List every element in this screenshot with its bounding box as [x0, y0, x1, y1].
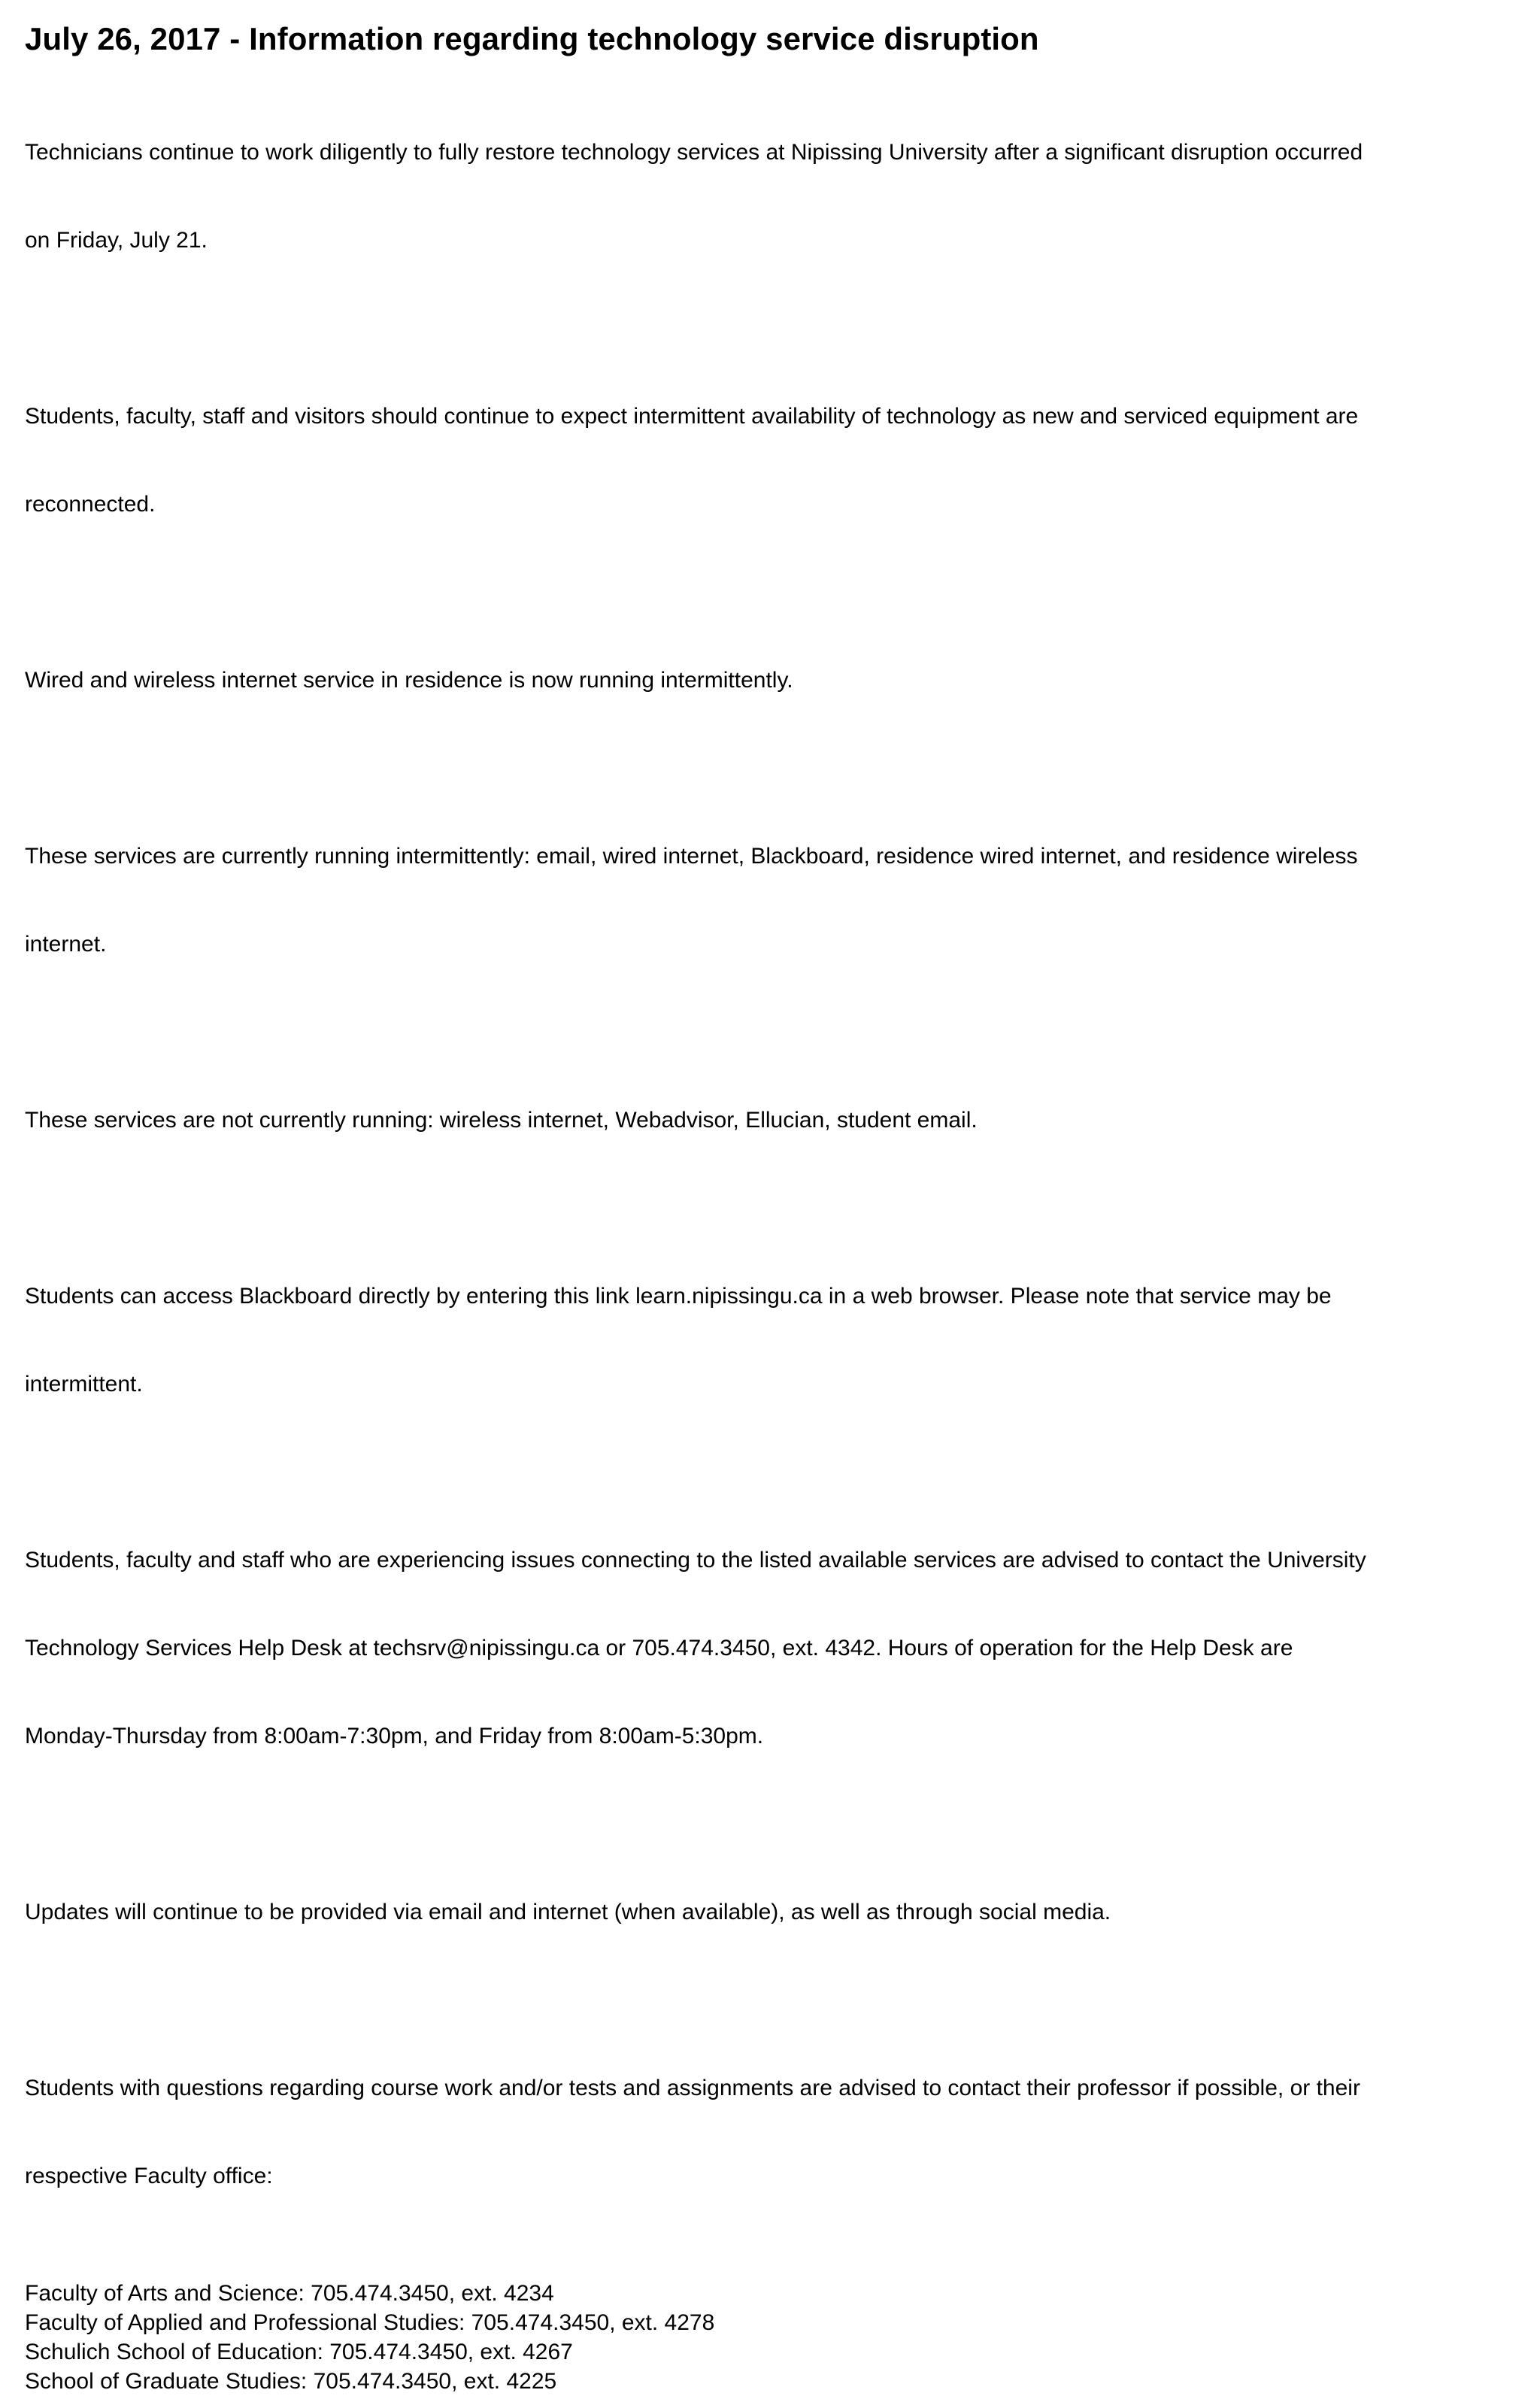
faculty-contact-education: Schulich School of Education: 705.474.3450, ext. 4267: [25, 2340, 573, 2364]
paragraph-expect-intermittent: [25, 343, 1521, 578]
paragraph-line: Monday-Thursday from 8:00am-7:30pm, and Friday from 8:00am-5:30pm.: [25, 1724, 764, 1748]
notice-body: [25, 79, 1521, 2396]
paragraph-updates: [25, 1839, 1521, 1985]
paragraph-line: respective Faculty office:: [25, 2164, 273, 2188]
page-title: July 26, 2017 - Information regarding technology service disruption: [25, 21, 1039, 56]
faculty-contact-arts-science: Faculty of Arts and Science: 705.474.3450, ext. 4234: [25, 2281, 554, 2306]
faculty-contact-list: [25, 2279, 1521, 2396]
faculty-contact-graduate-studies: School of Graduate Studies: 705.474.3450, ext. 4225: [25, 2369, 557, 2394]
paragraph-line: Students can access Blackboard directly by entering this link learn.nipissingu.ca in a web browser. Please note that service may be: [25, 1284, 1332, 1309]
paragraph-blackboard-access: [25, 1223, 1521, 1457]
paragraph-line: intermittent.: [25, 1372, 143, 1397]
paragraph-line: Students, faculty, staff and visitors should continue to expect intermittent availability of technology as new and serviced equipment are: [25, 404, 1359, 429]
paragraph-line: Technicians continue to work diligently to fully restore technology services at Nipissing University after a significant disruption occurred: [25, 140, 1363, 165]
paragraph-residence-internet: [25, 607, 1521, 754]
paragraph-line: on Friday, July 21.: [25, 228, 208, 253]
paragraph-line: These services are currently running intermittently: email, wired internet, Blackboard, residence wired internet, and residence wireless: [25, 844, 1358, 869]
paragraph-line: These services are not currently running: wireless internet, Webadvisor, Ellucian, student email.: [25, 1108, 978, 1133]
paragraph-restoration: [25, 79, 1521, 314]
paragraph-line: Students with questions regarding course work and/or tests and assignments are advised to contact their professor if possible, or their: [25, 2076, 1360, 2100]
paragraph-line: Technology Services Help Desk at techsrv@nipissingu.ca or 705.474.3450, ext. 4342. Hours of operation for the Help Desk are: [25, 1636, 1293, 1661]
paragraph-help-desk: [25, 1487, 1521, 1809]
paragraph-line: Students, faculty and staff who are experiencing issues connecting to the listed available services are advised to contact the University: [25, 1548, 1366, 1573]
faculty-contact-applied-professional: Faculty of Applied and Professional Studies: 705.474.3450, ext. 4278: [25, 2310, 715, 2335]
paragraph-line: reconnected.: [25, 492, 156, 517]
paragraph-line: internet.: [25, 932, 107, 957]
paragraph-services-intermittent: [25, 783, 1521, 1018]
paragraph-line: Wired and wireless internet service in residence is now running intermittently.: [25, 668, 793, 693]
paragraph-course-questions: [25, 2015, 1521, 2249]
paragraph-services-down: [25, 1047, 1521, 1193]
paragraph-line: Updates will continue to be provided via email and internet (when available), as well as through social media.: [25, 1900, 1111, 1924]
